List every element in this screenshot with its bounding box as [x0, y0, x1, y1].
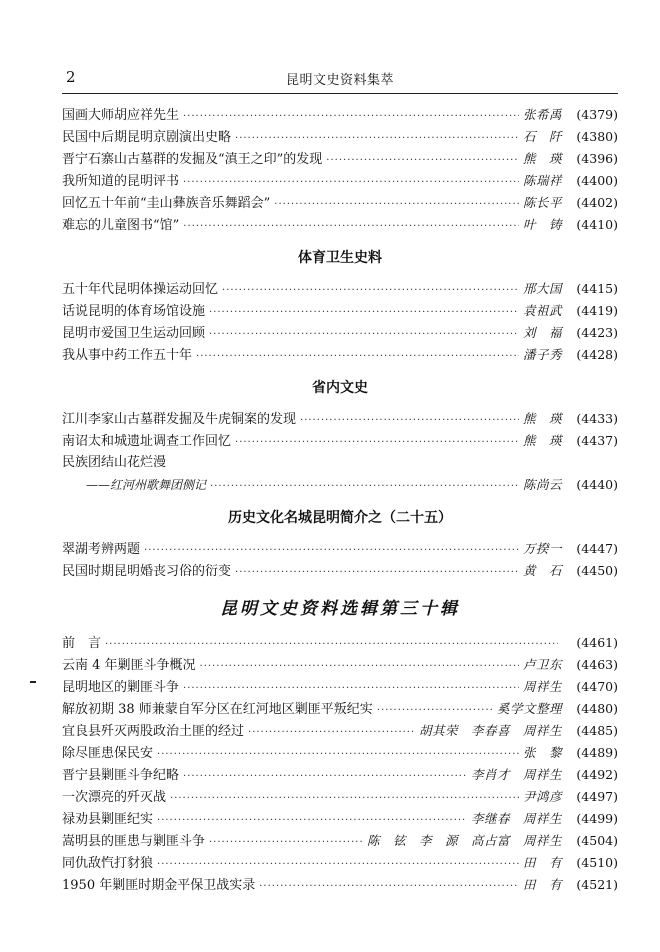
- toc-entry-page: (4402): [576, 195, 618, 210]
- toc-group-5: [62, 632, 618, 896]
- section-heading-province: 省内文史: [312, 380, 368, 396]
- toc-entry-page: (4492): [576, 767, 618, 782]
- toc-entry: [62, 808, 618, 830]
- dot-leader: [196, 346, 519, 368]
- toc-entry: [62, 742, 618, 764]
- toc-entry-title: 五十年代昆明体操运动回忆: [62, 282, 219, 297]
- toc-entry-author: 奚学文整理: [496, 701, 562, 716]
- toc-entry-title: 我所知道的昆明评书: [62, 174, 180, 189]
- toc-entry-author: 李肖才 周祥生: [470, 767, 562, 782]
- toc-entry: [62, 632, 618, 654]
- toc-entry: [62, 452, 618, 474]
- toc-entry-author: 尹鸿彦: [522, 789, 562, 804]
- toc-entry-title: 同仇敌忾打豺狼: [62, 856, 154, 871]
- toc-entry-author: 石 阡: [522, 129, 562, 144]
- toc-entry-title: 我从事中药工作五十年: [62, 348, 193, 363]
- toc-group-4: [62, 538, 618, 582]
- toc-entry-author: 熊 瑛: [522, 151, 562, 166]
- toc-entry-author: 熊 瑛: [522, 433, 562, 448]
- dot-leader: [183, 678, 519, 700]
- toc-entry-author: 黄 石: [522, 563, 562, 578]
- dot-leader: [157, 810, 467, 832]
- toc-entry-title: 南诏太和城遗址调查工作回忆: [62, 434, 232, 449]
- toc-entry: [62, 874, 618, 896]
- toc-entry-title: 江川李家山古墓群发掘及牛虎铜案的发现: [62, 412, 297, 427]
- dot-leader: [209, 324, 519, 346]
- section-heading-history: 历史文化名城昆明简介之（二十五）: [228, 510, 452, 526]
- dot-leader: [144, 540, 519, 562]
- toc-entry-author: 张希禹: [522, 107, 562, 122]
- toc-entry: [62, 786, 618, 808]
- toc-entry-title: 宜良县歼灭两股政治土匪的经过: [62, 724, 245, 739]
- toc-entry-page: (4419): [576, 303, 618, 318]
- toc-entry-author: 周祥生: [522, 679, 562, 694]
- dot-leader: [209, 832, 363, 854]
- page-header: [62, 66, 618, 90]
- toc-entry: [62, 676, 618, 698]
- toc-entry-page: (4423): [576, 325, 618, 340]
- toc-entry-page: (4504): [576, 833, 618, 848]
- toc-entry-title: 1950 年剿匪时期金平保卫战实录: [62, 878, 256, 893]
- toc-entry-title: 晋宁县剿匪斗争纪略: [62, 768, 180, 783]
- toc-entry-author: 刘 福: [522, 325, 562, 340]
- toc-entry-page: (4485): [576, 723, 618, 738]
- dot-leader: [105, 634, 558, 656]
- toc-entry-page: (4415): [576, 281, 618, 296]
- dot-leader: [183, 106, 519, 128]
- section-heading-volume-30: 昆明文史资料选辑第三十辑: [220, 599, 460, 619]
- toc-entry-title: 昆明市爱国卫生运动回顾: [62, 326, 206, 341]
- toc-entry: [62, 408, 618, 430]
- table-of-contents: [62, 104, 618, 896]
- dot-leader: [222, 280, 519, 302]
- toc-entry: [62, 430, 618, 452]
- toc-entry-title: 解放初期 38 师兼蒙自军分区在红河地区剿匪平叛纪实: [62, 702, 373, 717]
- dot-leader: [235, 128, 519, 150]
- toc-entry-page: (4510): [576, 855, 618, 870]
- toc-entry-title: 昆明地区的剿匪斗争: [62, 680, 180, 695]
- toc-entry: [62, 104, 618, 126]
- toc-entry-page: (4470): [576, 679, 618, 694]
- dot-leader: [235, 432, 519, 454]
- toc-entry-page: (4461): [576, 635, 618, 650]
- toc-entry-author: 陈长平: [522, 195, 562, 210]
- toc-entry-title: 民国时期昆明婚丧习俗的衍变: [62, 564, 232, 579]
- toc-entry-page: (4400): [576, 173, 618, 188]
- toc-entry-page: (4437): [576, 433, 618, 448]
- dot-leader: [259, 876, 519, 898]
- toc-entry-title: 回忆五十年前“圭山彝族音乐舞蹈会”: [62, 196, 271, 211]
- toc-entry-title: 难忘的儿童图书“馆”: [62, 218, 180, 233]
- toc-entry-page: (4463): [576, 657, 618, 672]
- toc-entry-author: 邢大国: [522, 281, 562, 296]
- toc-entry: [62, 344, 618, 366]
- dot-leader: [235, 562, 519, 584]
- toc-entry-title: 民族团结山花烂漫: [62, 455, 167, 470]
- toc-entry: [62, 560, 618, 582]
- dot-leader: [377, 700, 493, 722]
- dot-leader: [210, 476, 519, 498]
- toc-entry-author: 田 有: [522, 877, 562, 892]
- toc-entry: [62, 654, 618, 676]
- running-title: 昆明文史资料集萃: [285, 73, 394, 88]
- toc-entry-title: ——红河州歌舞团侧记: [86, 478, 207, 492]
- toc-entry-author: 袁祖武: [522, 303, 562, 318]
- toc-entry-page: (4489): [576, 745, 618, 760]
- toc-entry-author: 陈 铉 李 源 高占富 周祥生: [366, 833, 562, 848]
- toc-entry-title: 晋宁石寨山古墓群的发掘及“滇王之印”的发现: [62, 152, 323, 167]
- toc-entry-page: (4396): [576, 151, 618, 166]
- toc-entry: [62, 300, 618, 322]
- toc-entry-author: 陈瑞祥: [522, 173, 562, 188]
- toc-entry-page: (4380): [576, 129, 618, 144]
- dot-leader: [274, 194, 519, 216]
- dot-leader: [157, 744, 519, 766]
- toc-entry: [62, 764, 618, 786]
- toc-entry: [62, 538, 618, 560]
- toc-entry: [62, 148, 618, 170]
- toc-entry-page: (4497): [576, 789, 618, 804]
- toc-group-1: [62, 104, 618, 236]
- dot-leader: [183, 172, 519, 194]
- toc-entry: [62, 192, 618, 214]
- toc-entry-author: 卢卫东: [522, 657, 562, 672]
- dot-leader: [157, 854, 519, 876]
- toc-entry-author: 熊 瑛: [522, 411, 562, 426]
- dot-leader: [200, 656, 519, 678]
- toc-entry-author: 潘子秀: [522, 347, 562, 362]
- toc-entry-page: (4433): [576, 411, 618, 426]
- toc-entry-title: 翠湖考辨两题: [62, 542, 141, 557]
- toc-entry: [62, 214, 618, 236]
- toc-entry-title: 除尽匪患保民安: [62, 746, 154, 761]
- toc-group-3: [62, 408, 618, 452]
- toc-entry-author: 李继春 周祥生: [470, 811, 562, 826]
- toc-entry-author: 陈尚云: [522, 477, 562, 492]
- toc-entry-page: (4450): [576, 563, 618, 578]
- toc-entry-title: 国画大师胡应祥先生: [62, 108, 180, 123]
- margin-mark: [30, 681, 36, 683]
- toc-entry-title: 云南 4 年剿匪斗争概况: [62, 658, 196, 673]
- toc-entry-author: 胡其荣 李春喜 周祥生: [418, 723, 562, 738]
- toc-entry-title: 嵩明县的匪患与剿匪斗争: [62, 834, 206, 849]
- toc-entry-page: (4447): [576, 541, 618, 556]
- toc-entry: [62, 170, 618, 192]
- dot-leader: [183, 766, 467, 788]
- toc-entry-page: (4428): [576, 347, 618, 362]
- toc-entry-author: 张 黎: [522, 745, 562, 760]
- toc-entry-page: (4499): [576, 811, 618, 826]
- section-heading-sports-health: 体育卫生史料: [298, 250, 382, 266]
- toc-entry-page: (4440): [576, 477, 618, 492]
- toc-entry: [62, 322, 618, 344]
- dot-leader: [209, 302, 519, 324]
- toc-entry-title: 民国中后期昆明京剧演出史略: [62, 130, 232, 145]
- toc-entry: [62, 698, 618, 720]
- toc-entry-page: (4480): [576, 701, 618, 716]
- toc-entry-title: 话说昆明的体育场馆设施: [62, 304, 206, 319]
- dot-leader: [326, 150, 519, 172]
- toc-entry-author: 田 有: [522, 855, 562, 870]
- dot-leader: [248, 722, 415, 744]
- toc-group-2: [62, 278, 618, 366]
- toc-entry-page: (4521): [576, 877, 618, 892]
- toc-entry-subtitle: [62, 474, 618, 496]
- page-number: 2: [66, 68, 76, 86]
- toc-entry-title: 禄劝县剿匪纪实: [62, 812, 154, 827]
- toc-entry: [62, 720, 618, 742]
- toc-entry-page: (4410): [576, 217, 618, 232]
- dot-leader: [300, 410, 519, 432]
- toc-entry-author: 叶 铸: [522, 217, 562, 232]
- toc-entry: [62, 830, 618, 852]
- toc-entry-author: 万揆一: [522, 541, 562, 556]
- toc-entry: [62, 278, 618, 300]
- toc-entry-page: (4379): [576, 107, 618, 122]
- dot-leader: [170, 788, 519, 810]
- dot-leader: [183, 216, 519, 238]
- header-rule: [62, 93, 618, 94]
- toc-entry-title: 前 言: [62, 636, 102, 651]
- toc-entry-title: 一次漂亮的歼灭战: [62, 790, 167, 805]
- toc-entry: [62, 126, 618, 148]
- toc-entry: [62, 852, 618, 874]
